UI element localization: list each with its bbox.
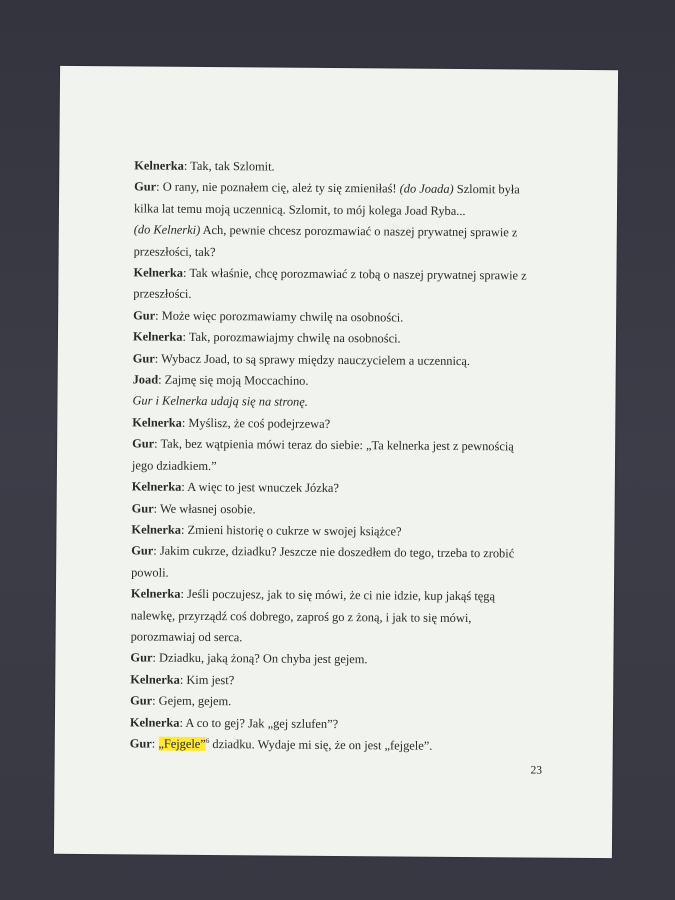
line-text: Wybacz Joad, to są sprawy między nauczycielem a uczennicą. — [161, 351, 471, 368]
separator: : — [181, 415, 189, 430]
dialogue-line — [130, 648, 570, 673]
speaker-name: Gur — [133, 308, 156, 323]
separator: : — [152, 693, 159, 708]
speaker-name: Gur — [131, 500, 154, 516]
line-text: kilka lat temu moją uczennicą. Szlomit, to mój kolega Joad Ryba... — [133, 201, 466, 218]
dialogue-line — [131, 541, 571, 566]
line-text: A więc to jest wnuczek Józka? — [187, 479, 340, 496]
stage-direction: (do Kelnerki) — [133, 222, 201, 238]
speaker-name: Gur — [134, 179, 157, 194]
line-text: Może więc porozmawiamy chwilę na osobności. — [161, 308, 404, 325]
separator: : — [179, 672, 187, 687]
dialogue-text — [130, 155, 575, 758]
separator: : — [156, 179, 163, 195]
line-text: Zajmę się moją Moccachino. — [164, 372, 309, 388]
separator: : — [153, 543, 160, 558]
speaker-name: Gur — [132, 436, 155, 451]
line-text: Kim jest? — [186, 672, 235, 687]
dialogue-line — [133, 262, 573, 287]
line-text: Tak, porozmawiajmy chwilę na osobności. — [188, 330, 401, 346]
line-text: Gejem, gejem. — [158, 693, 232, 709]
separator: : — [182, 265, 190, 280]
line-text: przeszłości, tak? — [133, 244, 216, 259]
separator: : — [154, 351, 162, 366]
speaker-name: Kelnerka — [130, 586, 181, 601]
line-text: nalewkę, przyrządź coś dobrego, zaproś go z żoną, i jak to się mówi, — [130, 607, 472, 625]
line-text: porozmawiaj od serca. — [130, 629, 243, 645]
separator: : — [154, 436, 161, 451]
speaker-name: Kelnerka — [132, 415, 182, 430]
speaker-name: Gur — [130, 693, 153, 708]
dialogue-line — [133, 327, 573, 352]
separator: : — [180, 522, 188, 537]
separator: : — [158, 372, 165, 387]
separator: : — [153, 501, 161, 516]
speaker-name: Gur — [131, 543, 154, 558]
line-text: dziadku. Wydaje mi się, że on jest „fejgele”. — [209, 736, 433, 753]
line-text: jego dziadkiem.” — [131, 458, 217, 473]
dialogue-line — [130, 691, 570, 716]
separator: : — [152, 650, 160, 665]
separator: : — [182, 330, 189, 345]
line-text: powoli. — [131, 565, 169, 580]
stage-direction: (do Joada) — [399, 181, 454, 197]
line-text: Myślisz, że coś podejrzewa? — [188, 415, 331, 431]
document-page — [54, 66, 618, 858]
speaker-name: Kelnerka — [131, 479, 182, 494]
dialogue-line — [132, 476, 572, 501]
speaker-name: Gur — [129, 736, 152, 751]
line-text: Ach, pewnie chcesz porozmawiać o naszej prywatnej sprawie z — [200, 223, 518, 240]
line-text: Zmieni historię o cukrze w swojej książce? — [187, 522, 402, 539]
separator: : — [179, 715, 186, 730]
separator: : — [181, 479, 188, 494]
line-text: Dziadku, jaką żoną? On chyba jest gejem. — [158, 650, 368, 667]
line-text: Szlomit była — [453, 182, 520, 197]
separator: : — [155, 308, 162, 323]
speaker-name: Joad — [132, 372, 159, 387]
speaker-name: Gur — [132, 351, 155, 366]
highlighted-word: „Fejgele” — [158, 736, 206, 751]
separator: : — [180, 586, 188, 601]
line-text: przeszłości. — [133, 286, 192, 302]
line-text: Tak właśnie, chcę porozmawiać z tobą o naszej prywatnej sprawie z — [189, 265, 527, 283]
dialogue-line — [132, 434, 572, 459]
line-text: A co to gej? Jak „gej szlufen”? — [185, 715, 339, 731]
line-text: O rany, nie poznałem cię, ależ ty się zmieniłaś! — [162, 180, 400, 196]
stage-direction: Gur i Kelnerka udają się na stronę. — [132, 393, 308, 410]
speaker-name: Kelnerka — [134, 158, 184, 173]
dialogue-line — [131, 584, 571, 609]
line-text: Jeśli poczujesz, jak to się mówi, że ci nie idzie, kup jakąś tęgą — [187, 586, 496, 604]
speaker-name: Kelnerka — [132, 329, 183, 345]
line-text: Tak, bez wątpienia mówi teraz do siebie: „Ta kelnerka jest z pewnością — [160, 436, 514, 454]
line-text: Tak, tak Szlomit. — [190, 158, 275, 174]
page-number: 23 — [530, 764, 543, 777]
footnote-marker: 6 — [205, 736, 210, 745]
dialogue-line — [134, 220, 574, 245]
separator: : — [183, 158, 191, 173]
dialogue-line — [130, 733, 570, 758]
line-text: We własnej osobie. — [159, 501, 256, 516]
speaker-name: Kelnerka — [131, 522, 182, 537]
line-text: Jakim cukrze, dziadku? Jeszcze nie doszedłem do tego, trzeba to zrobić — [159, 543, 515, 561]
speaker-name: Kelnerka — [133, 265, 184, 280]
separator: : — [151, 736, 159, 751]
speaker-name: Gur — [130, 650, 153, 665]
speaker-name: Kelnerka — [130, 672, 180, 687]
speaker-name: Kelnerka — [129, 714, 180, 730]
